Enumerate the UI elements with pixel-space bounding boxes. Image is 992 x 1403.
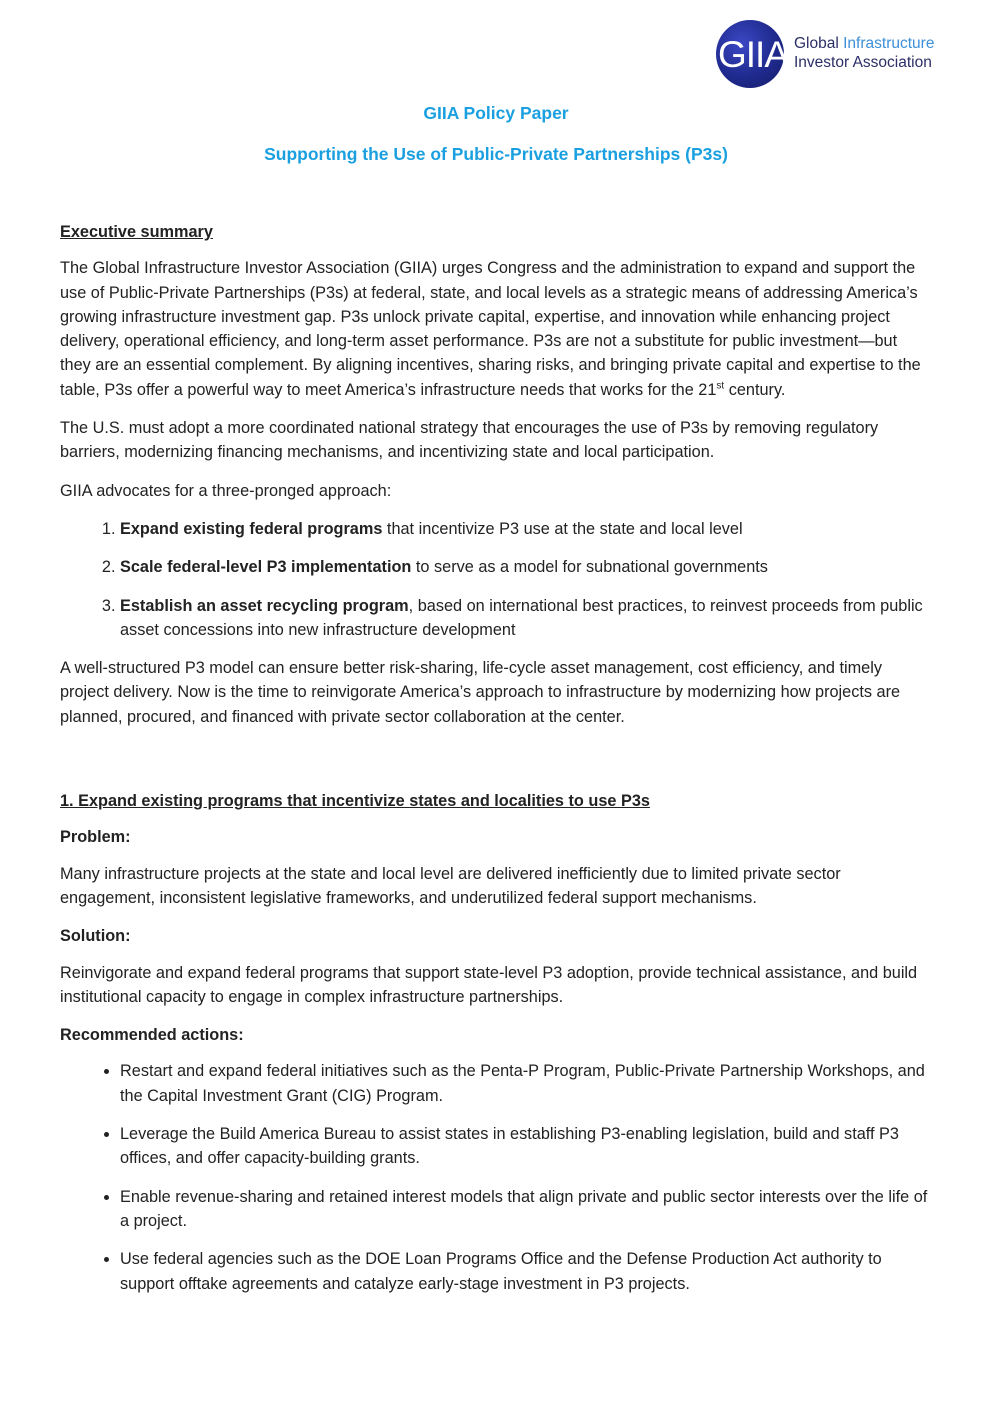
logo-line2-a: Investor xyxy=(794,54,850,71)
executive-p1-text: The Global Infrastructure Investor Association (GIIA) urges Congress and the administration to expand and support the use of Public-Private Partnerships (P3s) at federal, state, and local levels as a strategic means of addressing America’s growing infrastructure investment gap. P3s unlock private capital, expertise, and innovation while enhancing project delivery, operational efficiency, and long-term asset performance. P3s are not a substitute for public investment—but they are an essential complement. By aligning incentives, sharing risks, and bringing private capital and expertise to the table, P3s offer a powerful way to meet America’s infrastructure needs that works for the 21 xyxy=(60,259,921,399)
action-item: • Enable revenue-sharing and retained interest models that align private and public sector interests over the life of a project. xyxy=(120,1185,932,1234)
approach-item xyxy=(120,517,932,541)
executive-paragraph-2: The U.S. must adopt a more coordinated national strategy that encourages the use of P3s by removing regulatory barriers, modernizing financing mechanisms, and incentivizing state and local participation. xyxy=(60,419,879,462)
action-item: • Restart and expand federal initiatives such as the Penta-P Program, Public-Private Partnership Workshops, and the Capital Investment Grant (CIG) Program. xyxy=(120,1059,932,1108)
executive-paragraph-3: GIIA advocates for a three-pronged approach: xyxy=(60,481,392,500)
ordinal-suffix: st xyxy=(716,380,725,392)
logo-line1-b: Infrastructure xyxy=(843,35,935,52)
approach-item xyxy=(120,555,932,579)
recommended-actions-list xyxy=(60,1059,932,1295)
approach-item-rest: to serve as a model for subnational governments xyxy=(411,558,768,577)
action-item: • Use federal agencies such as the DOE Loan Programs Office and the Defense Production Act authority to support offtake agreements and catalyze early-stage investment in P3 projects. xyxy=(120,1247,932,1296)
section-spacer xyxy=(60,743,932,789)
approach-item-rest: that incentivize P3 use at the state and local level xyxy=(382,519,743,538)
approach-item-rest: , based on international best practices, to reinvest proceeds from public asset concessions into new infrastructure development xyxy=(120,596,923,639)
logo-line1-a: Global xyxy=(794,35,844,52)
approach-item-bold: Scale federal-level P3 implementation xyxy=(120,558,412,577)
action-item: • Leverage the Build America Bureau to assist states in establishing P3-enabling legislation, build and staff P3 offices, and offer capacity-building grants. xyxy=(120,1122,932,1171)
executive-paragraph-4: A well-structured P3 model can ensure better risk-sharing, life-cycle asset management, cost efficiency, and timely project delivery. Now is the time to reinvigorate America’s approach to infrastructure by modernizing how projects are planned, procured, and financed with private sector collaboration at the center. xyxy=(60,659,901,726)
giia-logo xyxy=(716,20,956,90)
recommended-actions-label: Recommended actions: xyxy=(60,1026,244,1045)
executive-p1-end: century. xyxy=(724,380,786,399)
executive-paragraph-1 xyxy=(60,256,932,402)
logo-line2-b: Association xyxy=(849,54,932,71)
executive-summary-heading: Executive summary xyxy=(60,223,213,241)
approach-item-bold: Expand existing federal programs xyxy=(120,519,383,538)
problem-label: Problem: xyxy=(60,828,131,847)
section-1-heading: 1. Expand existing programs that incentivize states and localities to use P3s xyxy=(60,792,650,811)
problem-text: Many infrastructure projects at the state and local level are delivered inefficiently due to limited private sector engagement, inconsistent legislative frameworks, and underutilized federal support mechanisms. xyxy=(60,864,841,907)
approach-item-bold: Establish an asset recycling program xyxy=(120,596,409,615)
document-subtitle: Supporting the Use of Public-Private Partnerships (P3s) xyxy=(264,144,728,164)
logo-mark: GIIA xyxy=(718,34,789,75)
solution-text: Reinvigorate and expand federal programs that support state-level P3 adoption, provide technical assistance, and build institutional capacity to engage in complex infrastructure partnerships. xyxy=(60,963,918,1006)
document-title: GIIA Policy Paper xyxy=(423,103,569,123)
document-body xyxy=(60,220,932,1310)
approach-list xyxy=(60,517,932,642)
approach-item xyxy=(120,594,932,643)
logo-text xyxy=(794,34,934,72)
solution-label: Solution: xyxy=(60,927,131,946)
